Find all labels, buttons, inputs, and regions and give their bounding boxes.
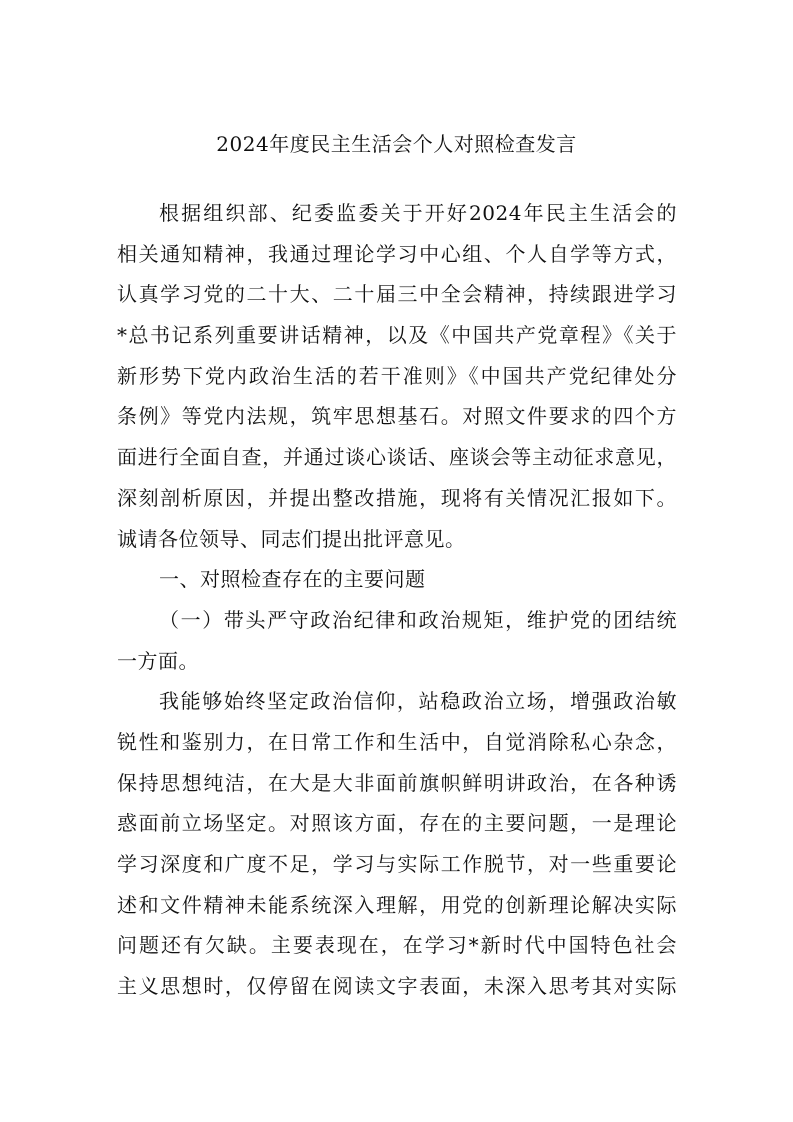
text-line: 根据组织部、纪委监委关于开好2024年民主生活会的: [159, 201, 677, 225]
text-line: 述和文件精神未能系统深入理解，用党的创新理论解决实际: [117, 892, 677, 917]
text-line: 惑面前立场坚定。对照该方面，存在的主要问题，一是理论: [117, 811, 677, 836]
text-line: 面进行全面自查，并通过谈心谈话、座谈会等主动征求意见，: [117, 445, 677, 470]
text-line: 条例》等党内法规，筑牢思想基石。对照文件要求的四个方: [117, 404, 677, 429]
text-line: 问题还有欠缺。主要表现在，在学习*新时代中国特色社会: [117, 933, 677, 958]
text-line: 诚请各位领导、同志们提出批评意见。: [117, 526, 466, 551]
document-title: 2024年度民主生活会个人对照检查发言: [216, 132, 577, 156]
text-line: 保持思想纯洁，在大是大非面前旗帜鲜明讲政治，在各种诱: [117, 770, 677, 795]
document-body: [117, 193, 677, 1007]
text-line: 深刻剖析原因，并提出整改措施，现将有关情况汇报如下。: [117, 485, 677, 510]
subsection-heading: （一）带头严守政治纪律和政治规矩，维护党的团结统: [159, 607, 677, 632]
subsection-heading-continued: 一方面。: [117, 648, 199, 673]
text-line: 学习深度和广度不足，学习与实际工作脱节，对一些重要论: [117, 852, 677, 876]
text-line: 锐性和鉴别力，在日常工作和生活中，自觉消除私心杂念，: [117, 729, 677, 754]
text-line: 新形势下党内政治生活的若干准则》《中国共产党纪律处分: [117, 363, 677, 388]
text-line: 我能够始终坚定政治信仰，站稳政治立场，增强政治敏: [159, 689, 677, 714]
text-line: *总书记系列重要讲话精神，以及《中国共产党章程》《关于: [117, 323, 677, 348]
text-line: 主义思想时，仅停留在阅读文字表面，未深入思考其对实际: [117, 974, 677, 999]
section-heading: 一、对照检查存在的主要问题: [159, 567, 426, 592]
text-line: 相关通知精神，我通过理论学习中心组、个人自学等方式，: [117, 241, 677, 266]
text-line: 认真学习党的二十大、二十届三中全会精神，持续跟进学习: [117, 282, 677, 307]
